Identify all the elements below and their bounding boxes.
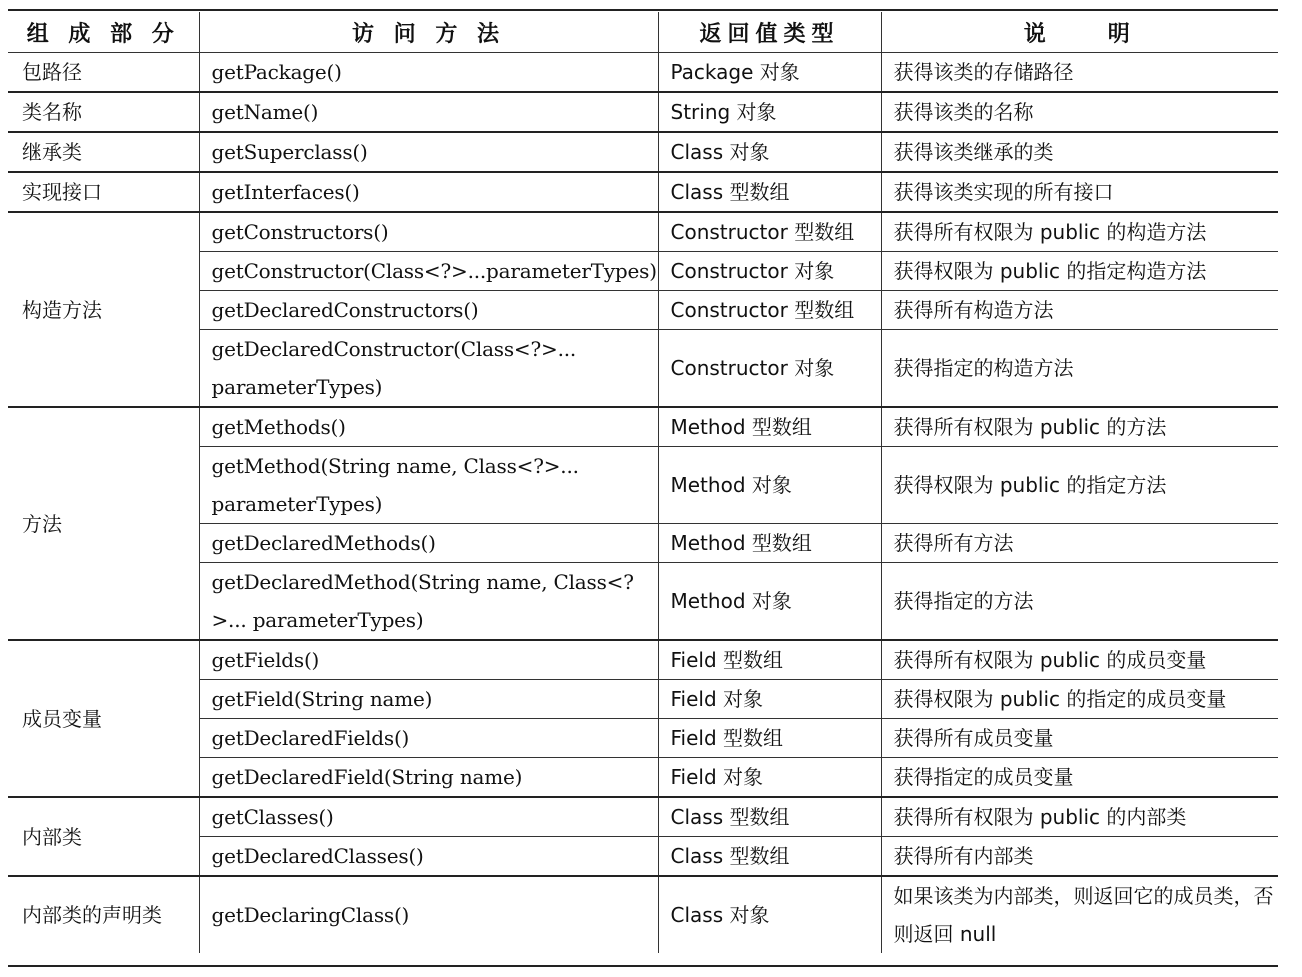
table-row <box>8 172 1278 212</box>
return-type-cell: Field 对象 <box>658 680 881 719</box>
description-cell: 获得所有成员变量 <box>881 719 1278 758</box>
return-type-cell: Method 型数组 <box>658 407 881 447</box>
description-cell: 获得权限为 public 的指定构造方法 <box>881 252 1278 291</box>
return-type-cell: Package 对象 <box>658 53 881 93</box>
return-type-cell: Constructor 对象 <box>658 330 881 408</box>
return-type-cell: Class 对象 <box>658 876 881 953</box>
group-label: 内部类 <box>8 797 199 876</box>
method-cell: getSuperclass() <box>199 132 658 172</box>
group-label: 构造方法 <box>8 212 199 407</box>
method-cell: getDeclaredClasses() <box>199 837 658 877</box>
table-row <box>8 252 1278 291</box>
return-type-cell: Method 型数组 <box>658 524 881 563</box>
table-row <box>8 132 1278 172</box>
return-type-cell: Constructor 型数组 <box>658 291 881 330</box>
description-cell: 获得该类的名称 <box>881 92 1278 132</box>
return-type-cell: Class 对象 <box>658 132 881 172</box>
method-cell: getMethods() <box>199 407 658 447</box>
method-cell: getDeclaredMethod(String name, Class<?>... parameterTypes) <box>199 563 658 641</box>
method-cell: getField(String name) <box>199 680 658 719</box>
table-row <box>8 447 1278 524</box>
header-return-type: 返回值类型 <box>658 12 881 53</box>
method-cell: getDeclaredConstructor(Class<?>... parameterTypes) <box>199 330 658 408</box>
group-label: 成员变量 <box>8 640 199 797</box>
return-type-cell: String 对象 <box>658 92 881 132</box>
description-cell: 获得指定的构造方法 <box>881 330 1278 408</box>
header-description: 说 明 <box>881 12 1278 53</box>
description-cell: 如果该类为内部类，则返回它的成员类，否则返回 null <box>881 876 1278 953</box>
description-cell: 获得所有权限为 public 的成员变量 <box>881 640 1278 680</box>
method-cell: getName() <box>199 92 658 132</box>
return-type-cell: Method 对象 <box>658 563 881 641</box>
return-type-cell: Class 型数组 <box>658 837 881 877</box>
table-row <box>8 212 1278 252</box>
return-type-cell: Class 型数组 <box>658 172 881 212</box>
description-cell: 获得所有权限为 public 的方法 <box>881 407 1278 447</box>
return-type-cell: Method 对象 <box>658 447 881 524</box>
method-cell: getConstructors() <box>199 212 658 252</box>
method-cell: getPackage() <box>199 53 658 93</box>
top-rule <box>8 9 1278 11</box>
return-type-cell: Constructor 型数组 <box>658 212 881 252</box>
method-cell: getDeclaredConstructors() <box>199 291 658 330</box>
table-row <box>8 719 1278 758</box>
table-row <box>8 876 1278 953</box>
description-cell: 获得权限为 public 的指定的成员变量 <box>881 680 1278 719</box>
table-header-row <box>8 12 1278 53</box>
method-cell: getFields() <box>199 640 658 680</box>
method-cell: getConstructor(Class<?>...parameterTypes) <box>199 252 658 291</box>
group-label: 继承类 <box>8 132 199 172</box>
description-cell: 获得该类实现的所有接口 <box>881 172 1278 212</box>
method-cell: getDeclaringClass() <box>199 876 658 953</box>
return-type-cell: Constructor 对象 <box>658 252 881 291</box>
return-type-cell: Class 型数组 <box>658 797 881 837</box>
description-cell: 获得所有内部类 <box>881 837 1278 877</box>
return-type-cell: Field 型数组 <box>658 640 881 680</box>
method-cell: getClasses() <box>199 797 658 837</box>
table-row <box>8 797 1278 837</box>
table-row <box>8 330 1278 408</box>
group-label: 实现接口 <box>8 172 199 212</box>
method-cell: getInterfaces() <box>199 172 658 212</box>
table-row <box>8 640 1278 680</box>
table-row <box>8 563 1278 641</box>
table-row <box>8 92 1278 132</box>
table-row <box>8 53 1278 93</box>
table-row <box>8 291 1278 330</box>
method-cell: getDeclaredField(String name) <box>199 758 658 798</box>
table-row <box>8 837 1278 877</box>
description-cell: 获得所有权限为 public 的构造方法 <box>881 212 1278 252</box>
group-label: 包路径 <box>8 53 199 93</box>
table-row <box>8 680 1278 719</box>
class-reflection-table <box>8 12 1278 953</box>
return-type-cell: Field 对象 <box>658 758 881 798</box>
description-cell: 获得指定的成员变量 <box>881 758 1278 798</box>
description-cell: 获得指定的方法 <box>881 563 1278 641</box>
bottom-rule <box>8 965 1278 967</box>
table-row <box>8 758 1278 798</box>
description-cell: 获得该类的存储路径 <box>881 53 1278 93</box>
method-cell: getDeclaredFields() <box>199 719 658 758</box>
header-component: 组 成 部 分 <box>8 12 199 53</box>
description-cell: 获得权限为 public 的指定方法 <box>881 447 1278 524</box>
description-cell: 获得所有构造方法 <box>881 291 1278 330</box>
header-access-method: 访 问 方 法 <box>199 12 658 53</box>
return-type-cell: Field 型数组 <box>658 719 881 758</box>
description-cell: 获得该类继承的类 <box>881 132 1278 172</box>
group-label: 类名称 <box>8 92 199 132</box>
description-cell: 获得所有方法 <box>881 524 1278 563</box>
table-row <box>8 407 1278 447</box>
method-cell: getMethod(String name, Class<?>... parameterTypes) <box>199 447 658 524</box>
group-label: 内部类的声明类 <box>8 876 199 953</box>
table-row <box>8 524 1278 563</box>
group-label: 方法 <box>8 407 199 640</box>
method-cell: getDeclaredMethods() <box>199 524 658 563</box>
description-cell: 获得所有权限为 public 的内部类 <box>881 797 1278 837</box>
